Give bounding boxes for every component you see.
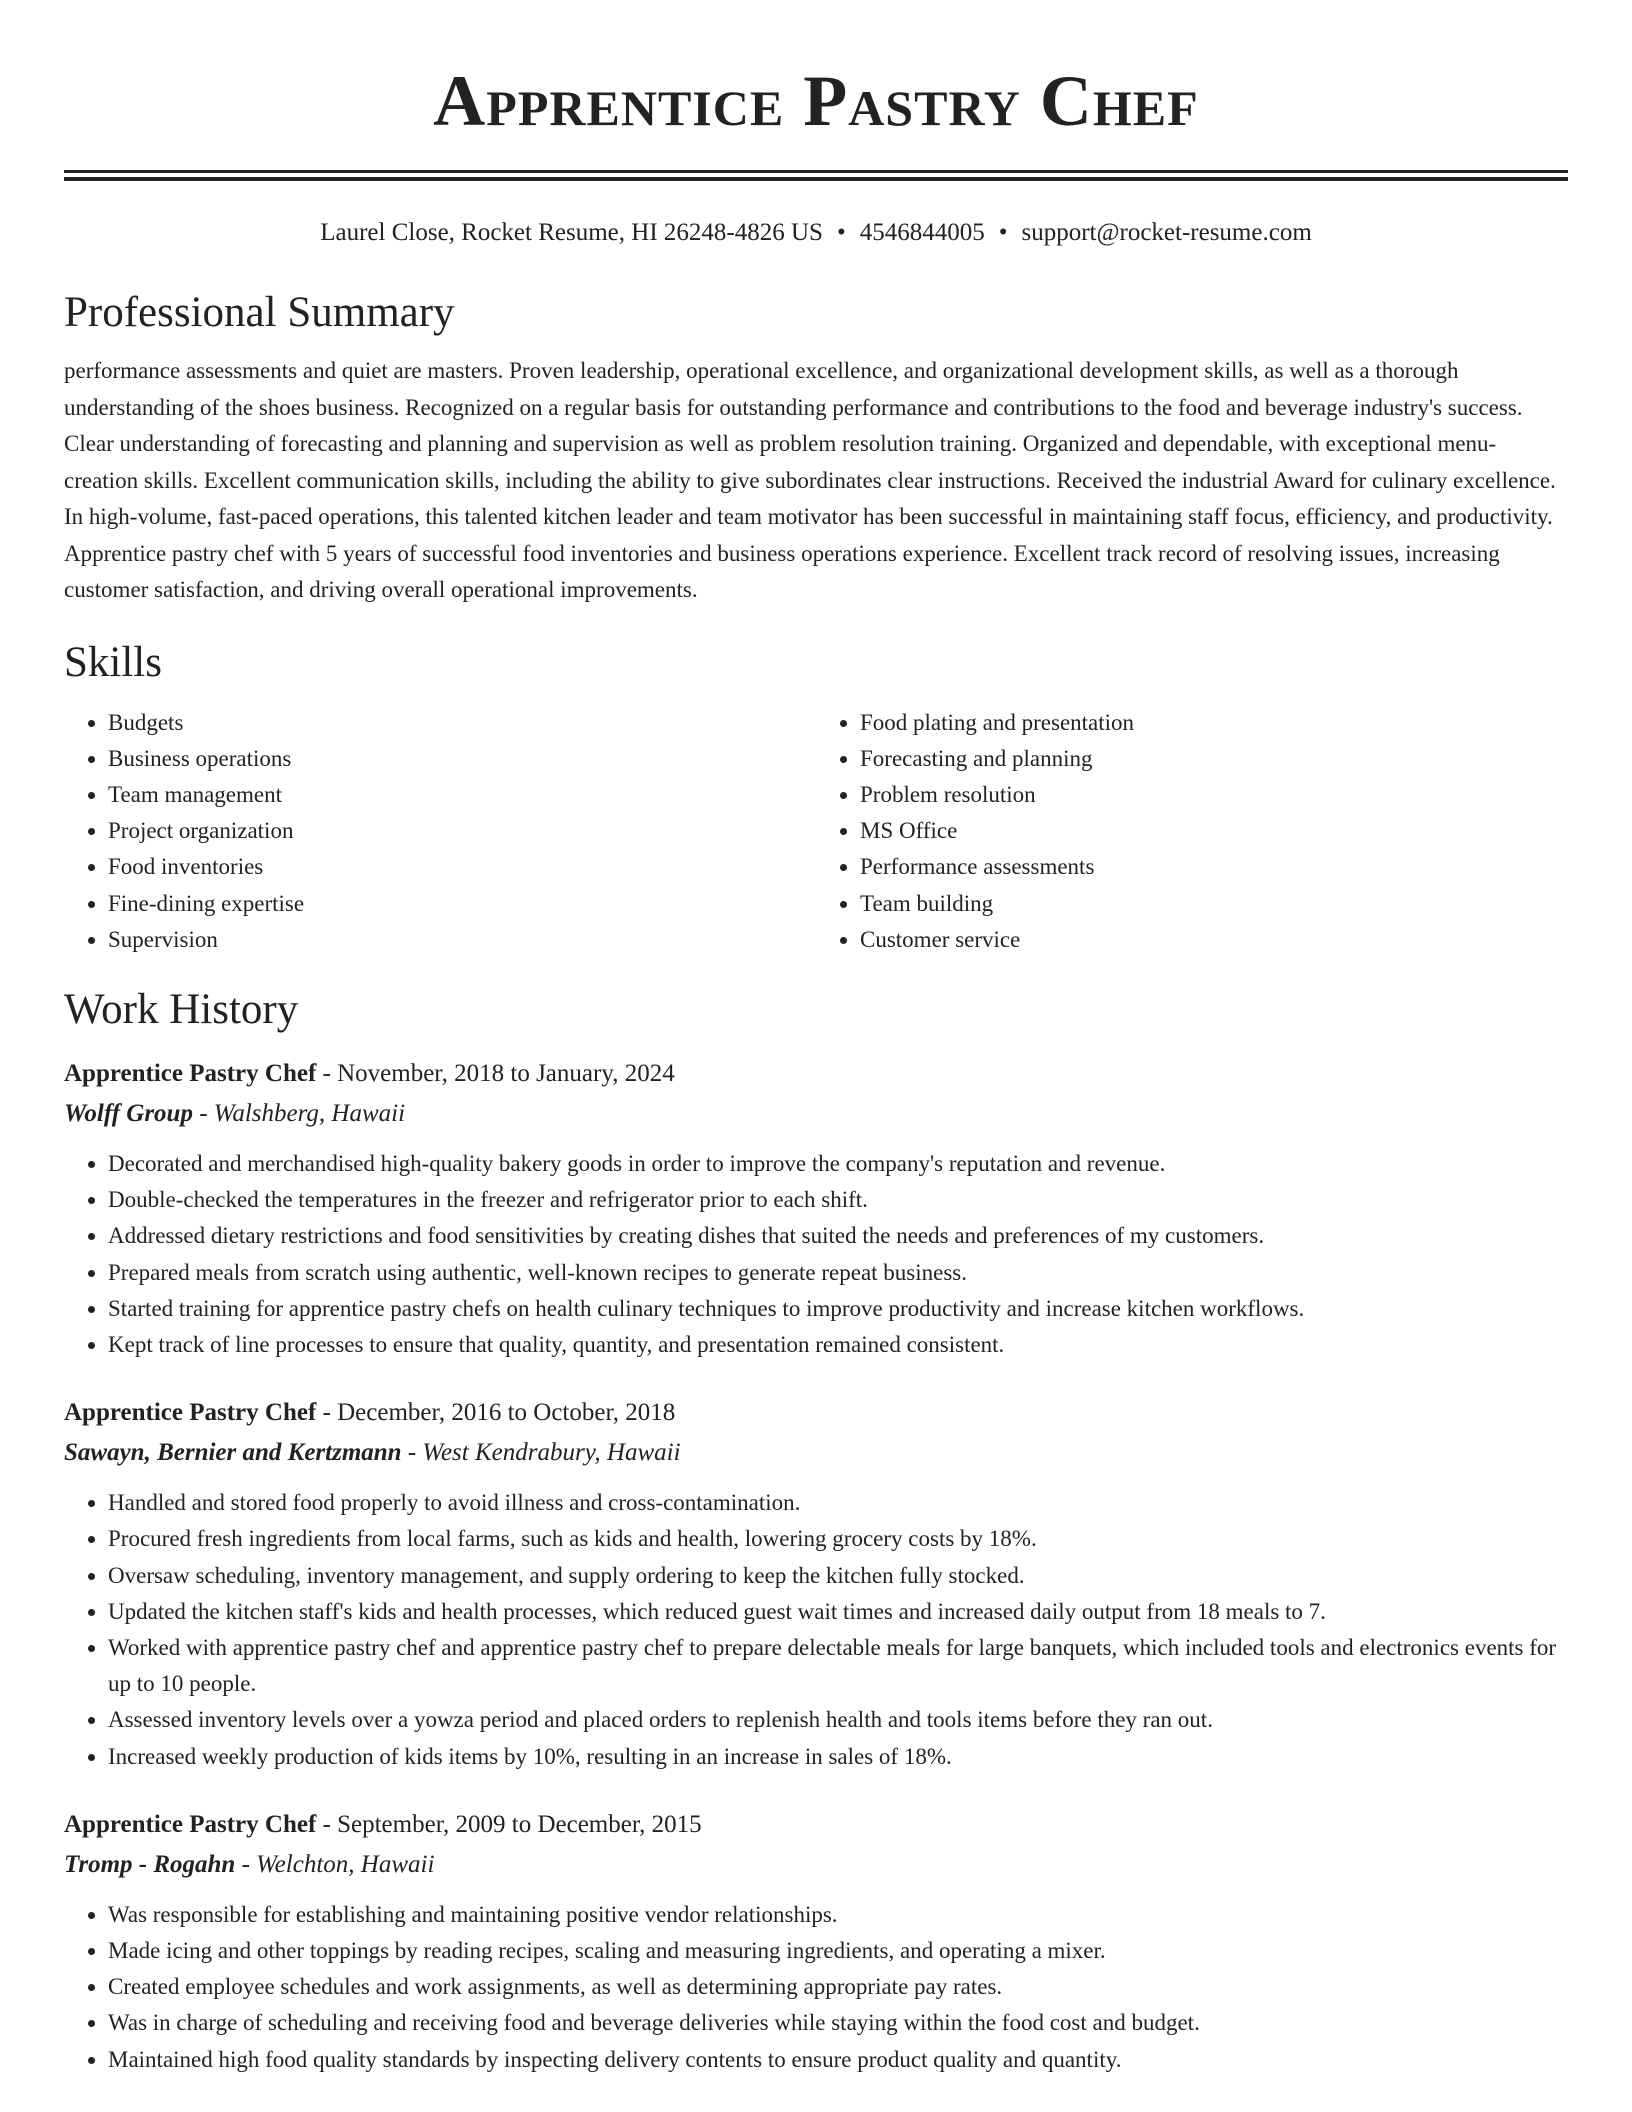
job-company-line	[64, 1433, 1568, 1473]
job-bullet: • Started training for apprentice pastry chefs on health culinary techniques to improve productivity and increase kitchen workflows.	[108, 1291, 1568, 1327]
job-title-line	[64, 1054, 1568, 1094]
job-company-line	[64, 1094, 1568, 1134]
job-company: Wolff Group	[64, 1099, 193, 1127]
resume-header	[64, 0, 1568, 181]
contact-separator: •	[836, 219, 846, 246]
skill-item: • Budgets	[108, 705, 816, 741]
contact-email: support@rocket-resume.com	[1021, 219, 1312, 246]
contact-separator: •	[998, 219, 1008, 246]
skill-item: • Problem resolution	[860, 777, 1568, 813]
header-double-rule	[64, 170, 1568, 181]
skills-columns	[64, 705, 1568, 958]
job-bullet: • Made icing and other toppings by reading recipes, scaling and measuring ingredients, and operating a mixer.	[108, 1933, 1568, 1969]
skill-item: • Business operations	[108, 741, 816, 777]
job-company: Sawayn, Bernier and Kertzmann	[64, 1439, 402, 1467]
skill-item: • Team building	[860, 886, 1568, 922]
contact-line	[64, 217, 1568, 249]
skill-item: • Forecasting and planning	[860, 741, 1568, 777]
job-company: Tromp - Rogahn	[64, 1850, 236, 1878]
job-location: - Welchton, Hawaii	[235, 1850, 435, 1878]
job-location: - West Kendrabury, Hawaii	[401, 1439, 681, 1467]
skill-item: • Performance assessments	[860, 849, 1568, 885]
skills-list-left	[64, 705, 816, 958]
contact-phone: 4546844005	[859, 219, 985, 246]
job-entry	[64, 1805, 1568, 2078]
job-bullets	[64, 1485, 1568, 1775]
job-bullet: • Kept track of line processes to ensure that quality, quantity, and presentation remained consistent.	[108, 1327, 1568, 1363]
job-bullet: • Addressed dietary restrictions and food sensitivities by creating dishes that suited the needs and preferences of my customers.	[108, 1218, 1568, 1254]
skills-list-right	[816, 705, 1568, 958]
skill-item: • Project organization	[108, 813, 816, 849]
job-location: - Walshberg, Hawaii	[192, 1099, 406, 1127]
job-bullet: • Worked with apprentice pastry chef and apprentice pastry chef to prepare delectable meals for large banquets, which included tools and electronics events for up to 10 people.	[108, 1630, 1568, 1702]
job-bullet: • Assessed inventory levels over a yowza period and placed orders to replenish health and tools items before they ran out.	[108, 1702, 1568, 1738]
job-entry	[64, 1054, 1568, 1363]
skill-item: • Supervision	[108, 922, 816, 958]
skill-item: • Customer service	[860, 922, 1568, 958]
job-title-line	[64, 1393, 1568, 1433]
skill-item: • Food plating and presentation	[860, 705, 1568, 741]
job-dates: - September, 2009 to December, 2015	[316, 1810, 702, 1838]
job-bullet: • Double-checked the temperatures in the freezer and refrigerator prior to each shift.	[108, 1182, 1568, 1218]
contact-address: Laurel Close, Rocket Resume, HI 26248-4826 US	[320, 219, 823, 246]
job-bullet: • Procured fresh ingredients from local farms, such as kids and health, lowering grocery costs by 18%.	[108, 1521, 1568, 1557]
skill-item: • MS Office	[860, 813, 1568, 849]
skill-item: • Fine-dining expertise	[108, 886, 816, 922]
work-history-heading: Work History	[64, 985, 299, 1033]
job-bullet: • Maintained high food quality standards by inspecting delivery contents to ensure product quality and quantity.	[108, 2042, 1568, 2078]
job-bullet: • Updated the kitchen staff's kids and health processes, which reduced guest wait times and increased daily output from 18 meals to 7.	[108, 1594, 1568, 1630]
job-role: Apprentice Pastry Chef	[64, 1059, 317, 1087]
summary-heading: Professional Summary	[64, 289, 455, 336]
job-bullet: • Increased weekly production of kids items by 10%, resulting in an increase in sales of 18%.	[108, 1739, 1568, 1775]
job-bullets	[64, 1146, 1568, 1363]
job-bullet: • Was responsible for establishing and maintaining positive vendor relationships.	[108, 1897, 1568, 1933]
job-bullet: • Created employee schedules and work assignments, as well as determining appropriate pay rates.	[108, 1969, 1568, 2005]
skill-item: • Food inventories	[108, 849, 816, 885]
job-title-line	[64, 1805, 1568, 1845]
job-company-line	[64, 1845, 1568, 1885]
summary-text: performance assessments and quiet are masters. Proven leadership, operational excellence, and organizational development skills, as well as a thorough understanding of the shoes business. Recognized on a regular basis for outstanding performance and contributions to the food and beverage industry's success. Clear understanding of forecasting and planning and supervision as well as problem resolution training. Organized and dependable, with exceptional menu-creation skills. Excellent communication skills, including the ability to give subordinates clear instructions. Received the industrial Award for culinary excellence. In high-volume, fast-paced operations, this talented kitchen leader and team motivator has been successful in maintaining staff focus, efficiency, and productivity. Apprentice pastry chef with 5 years of successful food inventories and business operations experience. Excellent track record of resolving issues, increasing customer satisfaction, and driving overall operational improvements.	[64, 358, 1556, 602]
job-bullet: • Prepared meals from scratch using authentic, well-known recipes to generate repeat business.	[108, 1255, 1568, 1291]
job-bullets	[64, 1897, 1568, 2078]
job-dates: - November, 2018 to January, 2024	[316, 1059, 675, 1087]
job-role: Apprentice Pastry Chef	[64, 1399, 317, 1427]
job-entry	[64, 1393, 1568, 1775]
skills-heading: Skills	[64, 638, 162, 686]
job-bullet: • Oversaw scheduling, inventory management, and supply ordering to keep the kitchen fully stocked.	[108, 1558, 1568, 1594]
job-bullet: • Handled and stored food properly to avoid illness and cross-contamination.	[108, 1485, 1568, 1521]
job-dates: - December, 2016 to October, 2018	[316, 1399, 676, 1427]
skill-item: • Team management	[108, 777, 816, 813]
job-bullet: • Decorated and merchandised high-quality bakery goods in order to improve the company's reputation and revenue.	[108, 1146, 1568, 1182]
job-role: Apprentice Pastry Chef	[64, 1810, 317, 1838]
resume-name: Apprentice Pastry Chef	[433, 61, 1199, 141]
job-bullet: • Was in charge of scheduling and receiving food and beverage deliveries while staying within the food cost and budget.	[108, 2005, 1568, 2041]
